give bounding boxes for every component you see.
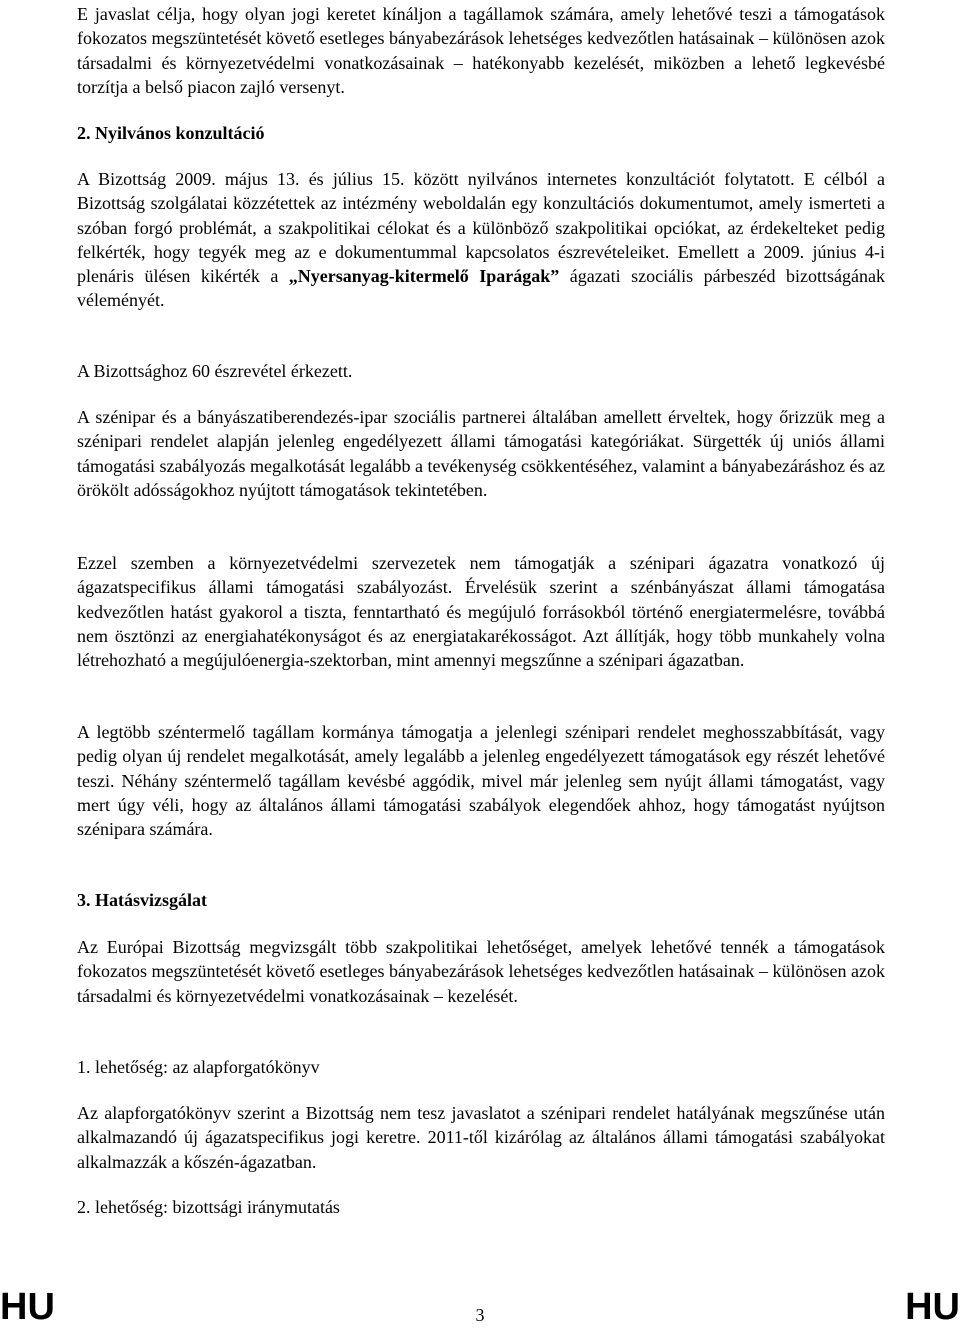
heading-public-consultation: 2. Nyilvános konzultáció [77, 123, 265, 143]
document-page [77, 0, 885, 1330]
footer-language-left: HU [0, 1286, 55, 1328]
paragraph-coal-industry-partners-b: A szénipar és a bányászatiberendezés-ipar szociális partnerei általában amellett érveltek, hogy őrizzük meg a szénipari rendelet alapján jelenleg engedélyezett állami támogatási kategóriákat. Sürgették új uniós állami támogatási szabályozás megalkotását legalább a tevékenység csökkentéséhez, valamint a bányabezáráshoz és az örökölt adósságokhoz nyújtott támogatások tekintetében. [77, 407, 885, 500]
heading-impact-assessment: 3. Hatásvizsgálat [77, 890, 207, 910]
paragraph-option-1: Az alapforgatókönyv szerint a Bizottság nem tesz javaslatot a szénipari rendelet hatályának megszűnése után alkalmazandó új ágazatspecifikus jogi keretre. 2011-től kizárólag az általános állami támogatási szabályokat alkalmazzák a kőszén-ágazatban. [77, 1103, 885, 1172]
page-number: 3 [475, 1305, 485, 1325]
paragraph-comments-count: A Bizottsághoz 60 észrevétel érkezett. [77, 361, 353, 381]
paragraph-option-1-title: 1. lehetőség: az alapforgatókönyv [77, 1057, 320, 1077]
paragraph-member-states: A legtöbb széntermelő tagállam kormánya támogatja a jelenlegi szénipari rendelet meghosszabbítását, vagy pedig olyan új rendelet megalkotását, amely legalább a jelenleg engedélyezett támogatások egy részét lehetővé teszi. Néhány széntermelő tagállam kevésbé aggódik, mivel már jelenleg sem nyújt állami támogatást, vagy mert úgy véli, hogy az általános állami támogatási szabályok elegendőek ahhoz, hogy támogatást nyújtson szénipara számára. [77, 722, 885, 840]
consultation-text-2: ágazati szociális párbeszéd bizottságának véleményét. [77, 266, 885, 311]
paragraph-environmental-organisations: Ezzel szemben a környezetvédelmi szervezetek nem támogatják a szénipari ágazatra vonatkozó új ágazatspecifikus állami támogatási szabályozást. Érvelésük szerint a szénbányászat állami támogatása kedvezőtlen hatást gyakorol a tiszta, fenntartható és megújuló forrásokból történő energiatermelésre, továbbá nem ösztönzi az energiahatékonyságot és az energiatakarékosságot. Azt állítják, hogy több munkahely volna létrehozható a megújulóenergia-szektorban, mint amennyi megszűnne a szénipari ágazatban. [77, 553, 885, 671]
sector-committee-name: „Nyersanyag-kitermelő Iparágak” [288, 266, 560, 287]
paragraph-option-2-title: 2. lehetőség: bizottsági iránymutatás [77, 1197, 340, 1217]
consultation-text-1: A Bizottság 2009. május 13. és július 15. között nyilvános internetes konzultációt folytatott. E célból a Bizottság szolgálatai közzétettek az intézmény weboldalán egy konzultációs dokumentumot, amely ismerteti a szóban forgó problémát, a szakpolitikai célokat és a különböző szakpolitikai opciókat, az érdekelteket pedig felkérték, hogy tegyék meg az e dokumentummal kapcsolatos észrevételeiket. Emellett a 2009. június 4-i plenáris ülésen kikérték a [77, 169, 885, 287]
paragraph-consultation [77, 167, 885, 313]
footer-language-right: HU [905, 1286, 960, 1328]
paragraph-objective: E javaslat célja, hogy olyan jogi keretet kínáljon a tagállamok számára, amely lehetővé teszi a támogatások fokozatos megszüntetését követő esetleges bányabezárások lehetséges kedvezőtlen hatásainak – különösen azok társadalmi és környezetvédelmi vonatkozásainak – hatékonyabb kezelését, miközben a lehető legkevésbé torzítja a belső piacon zajló versenyt. [77, 4, 885, 97]
paragraph-impact-assessment: Az Európai Bizottság megvizsgált több szakpolitikai lehetőséget, amelyek lehetővé tennék a támogatások fokozatos megszüntetését követő esetleges bányabezárások lehetséges kedvezőtlen hatásainak – különösen azok társadalmi és környezetvédelmi vonatkozásainak – kezelését. [77, 937, 885, 1006]
